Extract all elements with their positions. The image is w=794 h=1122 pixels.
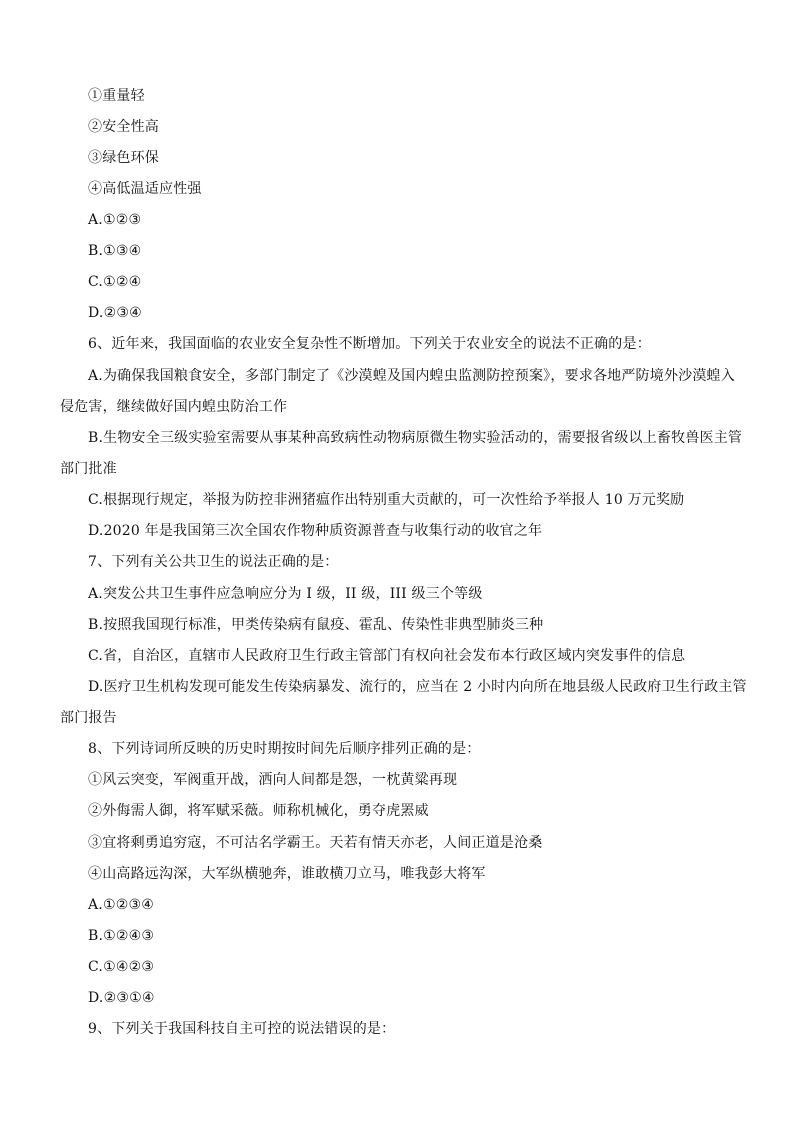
option-line: A.①②③ bbox=[88, 212, 142, 228]
option-line: C.根据现行规定，举报为防控非洲猪瘟作出特别重大贡献的，可一次性给予举报人 10 万元奖励 bbox=[88, 492, 685, 508]
text-line: ④山高路远沟深，大军纵横驰奔，谁敢横刀立马，唯我彭大将军 bbox=[88, 866, 486, 882]
option-line-continued: 侵危害，继续做好国内蝗虫防治工作 bbox=[60, 399, 288, 415]
option-line: A.为确保我国粮食安全，多部门制定了《沙漠蝗及国内蝗虫监测防控预案》，要求各地严防境外沙漠蝗入 bbox=[88, 368, 735, 384]
option-line-continued: 部门报告 bbox=[60, 710, 117, 726]
option-line: D.医疗卫生机构发现可能发生传染病暴发、流行的，应当在 2 小时内向所在地县级人民政府卫生行政主管 bbox=[88, 679, 747, 695]
text-line: ④高低温适应性强 bbox=[88, 181, 202, 197]
question-6: 6、近年来，我国面临的农业安全复杂性不断增加。下列关于农业安全的说法不正确的是： bbox=[88, 336, 651, 352]
text-line: ②外侮需人御，将军赋采薇。师称机械化，勇夺虎罴威 bbox=[88, 803, 429, 819]
option-line: D.2020 年是我国第三次全国农作物种质资源普查与收集行动的收官之年 bbox=[88, 523, 543, 539]
option-line: A.突发公共卫生事件应急响应分为 I 级，II 级，III 级三个等级 bbox=[88, 586, 483, 602]
question-9: 9、下列关于我国科技自主可控的说法错误的是： bbox=[88, 1021, 396, 1037]
option-line: B.①②④③ bbox=[88, 928, 155, 944]
option-line: C.省，自治区，直辖市人民政府卫生行政主管部门有权向社会发布本行政区域内突发事件的信息 bbox=[88, 648, 686, 664]
text-line: ③绿色环保 bbox=[88, 150, 159, 166]
option-line: A.①②③④ bbox=[88, 897, 154, 913]
option-line: D.②③④ bbox=[88, 305, 142, 321]
option-line: B.按照我国现行标准，甲类传染病有鼠疫、霍乱、传染性非典型肺炎三种 bbox=[88, 617, 544, 633]
option-line: C.①④②③ bbox=[88, 959, 155, 975]
option-line: B.①③④ bbox=[88, 243, 142, 259]
text-line: ①风云突变，军阀重开战，洒向人间都是怨，一枕黄粱再现 bbox=[88, 772, 458, 788]
text-line: ①重量轻 bbox=[88, 88, 145, 104]
question-8: 8、下列诗词所反映的历史时期按时间先后顺序排列正确的是： bbox=[88, 741, 481, 757]
text-line: ②安全性高 bbox=[88, 119, 159, 135]
question-7: 7、下列有关公共卫生的说法正确的是： bbox=[88, 554, 339, 570]
option-line-continued: 部门批准 bbox=[60, 461, 117, 477]
option-line: D.②③①④ bbox=[88, 990, 155, 1006]
text-line: ③宜将剩勇追穷寇，不可沽名学霸王。天若有情天亦老，人间正道是沧桑 bbox=[88, 835, 543, 851]
option-line: C.①②④ bbox=[88, 274, 142, 290]
option-line: B.生物安全三级实验室需要从事某种高致病性动物病原微生物实验活动的，需要报省级以上畜牧兽医主管 bbox=[88, 430, 743, 446]
